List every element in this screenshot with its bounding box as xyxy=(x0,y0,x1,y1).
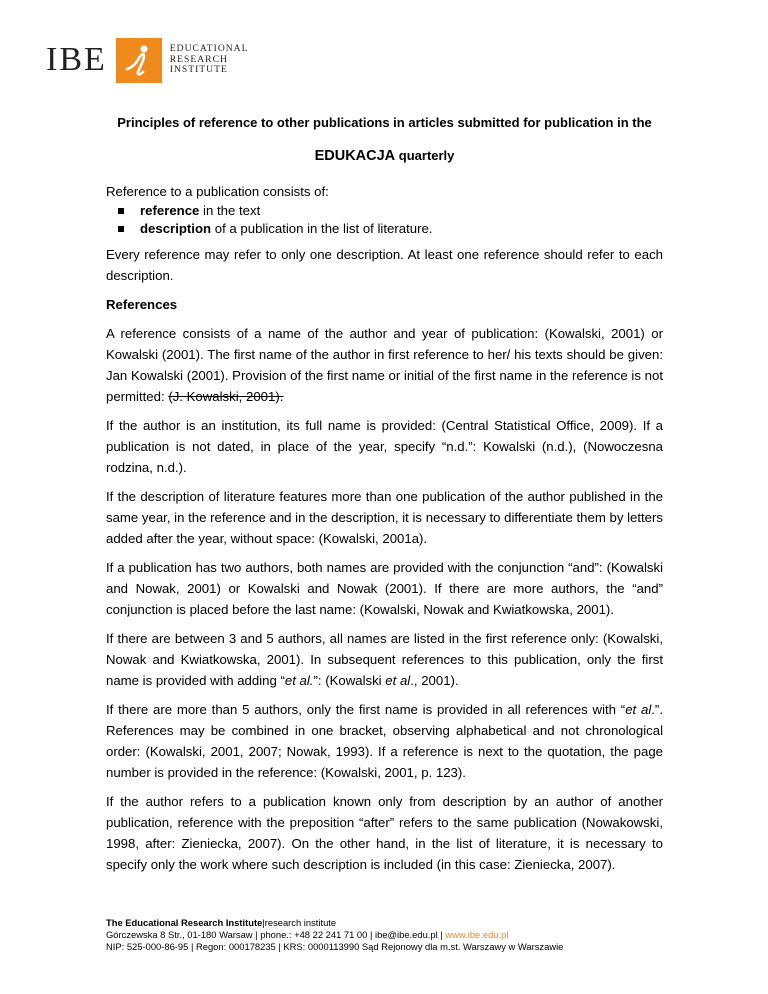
logo-name: EDUCATIONAL RESEARCH INSTITUTE xyxy=(169,43,249,76)
page-footer xyxy=(106,917,706,954)
logo-wordmark: IBE xyxy=(46,41,107,78)
paragraph-three-to-five: If there are between 3 and 5 authors, all names are listed in the first reference only: (Kowalski, Nowak and Kwiatkowska, 2001). In subsequent references to this publication, only the first name is provided with adding “et al.”: (Kowalski et al., 2001). xyxy=(106,631,663,688)
list-item: reference in the text xyxy=(106,202,663,220)
footer-org: The Educational Research Institute|research institute xyxy=(106,917,337,928)
footer-registry: NIP: 525-000-86-95 | Regon: 000178235 | KRS: 0000113990 Sąd Rejonowy dla m.st. Warszawy w Warszawie xyxy=(106,941,564,953)
paragraph-author-year: A reference consists of a name of the author and year of publication: (Kowalski, 2001) or Kowalski (2001). The first name of the author in first reference to her/ his texts should be given: Jan Kowalski (2001). Provision of the first name or initial of the first name in the reference is not permitted: (J. Kowalski, 2001). xyxy=(106,326,663,404)
list-item: description of a publication in the list of literature. xyxy=(106,220,663,238)
document-body xyxy=(106,108,663,883)
section-heading-references: References xyxy=(106,297,178,312)
intro-lead: Reference to a publication consists of: xyxy=(106,184,329,199)
stylized-person-icon xyxy=(122,43,156,77)
footer-address: Górczewska 8 Str., 01-180 Warsaw | phone.: +48 22 241 71 00 | ibe@ibe.edu.pl | www.ibe.edu.pl xyxy=(106,929,509,941)
paragraph-two-authors: If a publication has two authors, both names are provided with the conjunction “and”: (Kowalski and Nowak, 2001) or Kowalski and Nowak (2001). If there are more authors, the “and” conjunction is placed before the last name: (Kowalski, Nowak and Kwiatkowska, 2001). xyxy=(106,560,663,617)
struck-example: (J. Kowalski, 2001). xyxy=(168,389,284,404)
bullet-icon xyxy=(118,226,124,232)
intro-rule: Every reference may refer to only one description. At least one reference should refer to each description. xyxy=(106,247,663,283)
paragraph-secondary-reference: If the author refers to a publication known only from description by an author of another publication, reference with the preposition “after” refers to the same publication (Nowakowski, 1998, after: Zieniecka, 2007). On the other hand, in the list of literature, it is necessary to specify only the work where such description is included (in this case: Zieniecka, 2007). xyxy=(106,794,663,872)
document-title-line2 xyxy=(106,145,663,167)
bullet-icon xyxy=(118,208,124,214)
document-title-line1: Principles of reference to other publications in articles submitted for publication in the xyxy=(117,115,652,130)
paragraph-same-year: If the description of literature features more than one publication of the author published in the same year, in the reference and in the description, it is necessary to differentiate them by letters added after the year, without space: (Kowalski, 2001a). xyxy=(106,489,663,546)
paragraph-more-than-five: If there are more than 5 authors, only the first name is provided in all references with “et al.”. References may be combined in one bracket, observing alphabetical and not chronological order: (Kowalski, 2001, 2007; Nowak, 1993). If a reference is next to the quotation, the page number is provided in the reference: (Kowalski, 2001, p. 123). xyxy=(106,702,663,780)
logo-emblem-icon xyxy=(116,38,162,83)
website-link[interactable]: www.ibe.edu.pl xyxy=(445,929,509,941)
journal-name: EDUKACJA xyxy=(314,148,396,164)
paragraph-institution: If the author is an institution, its full name is provided: (Central Statistical Office, 2009). If a publication is not dated, in place of the year, specify “n.d.”: Kowalski (n.d.), (Nowoczesna rodzina, n.d.). xyxy=(106,418,663,475)
ibe-logo xyxy=(46,38,248,82)
intro-bullet-list xyxy=(106,202,663,238)
journal-frequency: quarterly xyxy=(395,148,455,163)
